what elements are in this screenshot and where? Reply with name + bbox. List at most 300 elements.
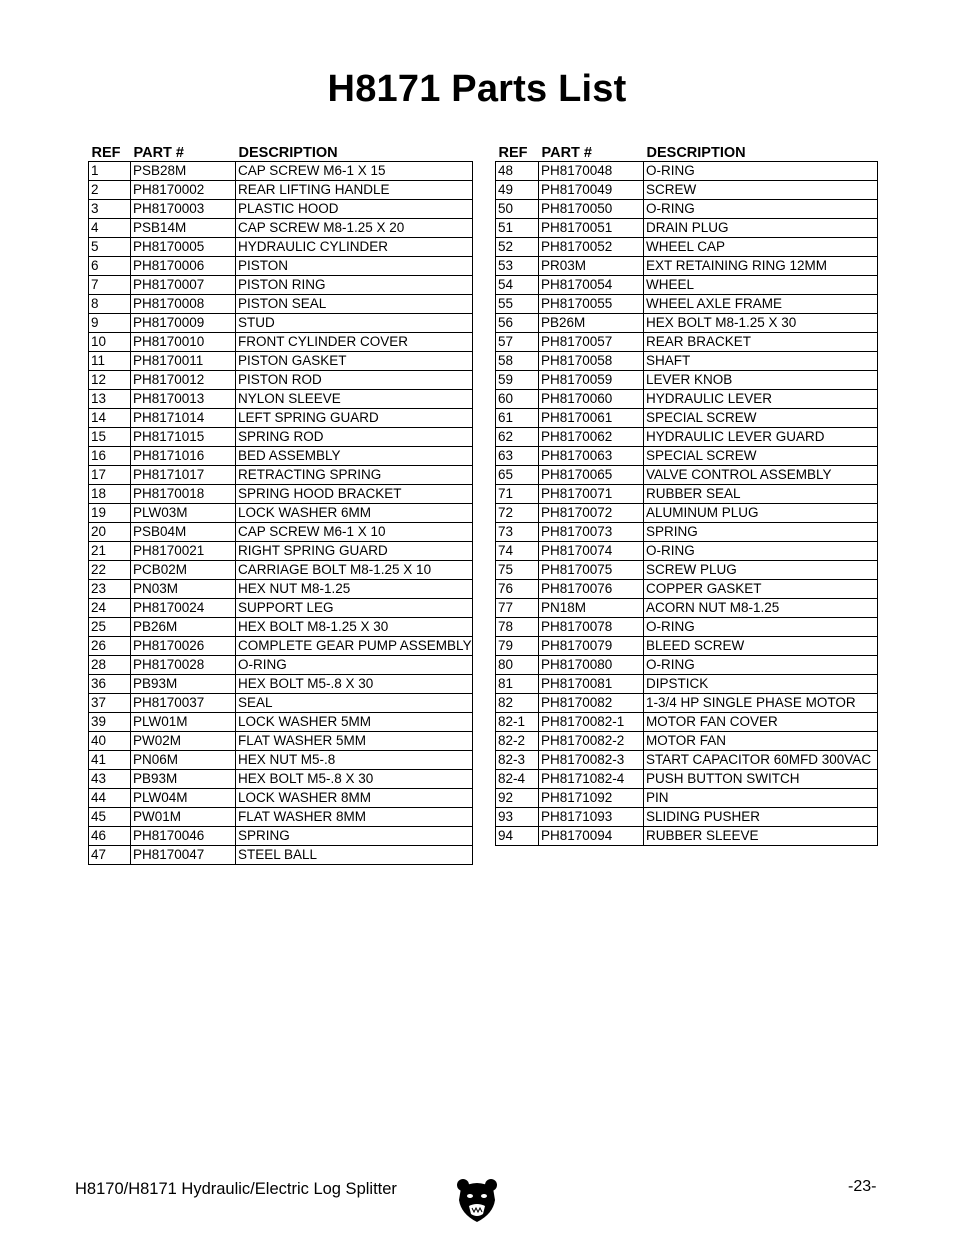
part-number-cell: PLW01M (131, 713, 236, 732)
ref-cell: 44 (89, 789, 131, 808)
table-row (496, 409, 878, 428)
ref-cell: 39 (89, 713, 131, 732)
table-row (89, 447, 473, 466)
ref-cell: 25 (89, 618, 131, 637)
table-row (89, 162, 473, 181)
description-cell: BED ASSEMBLY (236, 447, 473, 466)
description-cell: SPRING (236, 827, 473, 846)
table-row (496, 618, 878, 637)
part-number-cell: PH8170009 (131, 314, 236, 333)
ref-cell: 53 (496, 257, 539, 276)
part-number-cell: PH8170048 (539, 162, 644, 181)
part-number-cell: PN03M (131, 580, 236, 599)
ref-cell: 65 (496, 466, 539, 485)
ref-cell: 92 (496, 789, 539, 808)
table-row (89, 542, 473, 561)
ref-cell: 72 (496, 504, 539, 523)
table-row (89, 504, 473, 523)
ref-cell: 26 (89, 637, 131, 656)
table-row (496, 390, 878, 409)
part-number-cell: PH8170063 (539, 447, 644, 466)
description-cell: 1-3/4 HP SINGLE PHASE MOTOR (644, 694, 878, 713)
part-number-cell: PR03M (539, 257, 644, 276)
description-cell: STUD (236, 314, 473, 333)
ref-cell: 2 (89, 181, 131, 200)
table-row (89, 637, 473, 656)
description-cell: HEX BOLT M5-.8 X 30 (236, 675, 473, 694)
description-cell: O-RING (236, 656, 473, 675)
description-cell: CARRIAGE BOLT M8-1.25 X 10 (236, 561, 473, 580)
part-number-cell: PH8170008 (131, 295, 236, 314)
description-cell: RIGHT SPRING GUARD (236, 542, 473, 561)
description-cell: CAP SCREW M8-1.25 X 20 (236, 219, 473, 238)
table-row (89, 656, 473, 675)
ref-cell: 81 (496, 675, 539, 694)
ref-cell: 60 (496, 390, 539, 409)
ref-cell: 58 (496, 352, 539, 371)
description-cell: PISTON ROD (236, 371, 473, 390)
table-row (496, 789, 878, 808)
page-title: H8171 Parts List (327, 68, 627, 110)
ref-cell: 93 (496, 808, 539, 827)
part-number-cell: PW02M (131, 732, 236, 751)
ref-cell: 73 (496, 523, 539, 542)
description-cell: ACORN NUT M8-1.25 (644, 599, 878, 618)
parts-table-right-body (496, 162, 878, 846)
ref-cell: 12 (89, 371, 131, 390)
part-number-cell: PH8170081 (539, 675, 644, 694)
table-row (496, 371, 878, 390)
description-cell: PISTON GASKET (236, 352, 473, 371)
table-row (89, 713, 473, 732)
ref-cell: 9 (89, 314, 131, 333)
description-cell: O-RING (644, 200, 878, 219)
description-cell: MOTOR FAN COVER (644, 713, 878, 732)
table-row (496, 580, 878, 599)
ref-cell: 82-1 (496, 713, 539, 732)
table-row (496, 447, 878, 466)
table-row (496, 542, 878, 561)
ref-cell: 78 (496, 618, 539, 637)
table-row (496, 675, 878, 694)
part-number-cell: PH8170046 (131, 827, 236, 846)
ref-cell: 74 (496, 542, 539, 561)
ref-cell: 13 (89, 390, 131, 409)
ref-cell: 45 (89, 808, 131, 827)
ref-cell: 15 (89, 428, 131, 447)
description-cell: HEX NUT M5-.8 (236, 751, 473, 770)
part-number-cell: PH8171082-4 (539, 770, 644, 789)
ref-cell: 82-2 (496, 732, 539, 751)
ref-cell: 52 (496, 238, 539, 257)
ref-cell: 24 (89, 599, 131, 618)
table-row (89, 580, 473, 599)
description-cell: EXT RETAINING RING 12MM (644, 257, 878, 276)
ref-cell: 55 (496, 295, 539, 314)
ref-cell: 5 (89, 238, 131, 257)
description-cell: O-RING (644, 618, 878, 637)
table-row (496, 504, 878, 523)
table-row (89, 599, 473, 618)
description-cell: O-RING (644, 542, 878, 561)
description-cell: LEVER KNOB (644, 371, 878, 390)
description-cell: FLAT WASHER 8MM (236, 808, 473, 827)
table-row (89, 409, 473, 428)
description-cell: LOCK WASHER 5MM (236, 713, 473, 732)
ref-cell: 19 (89, 504, 131, 523)
table-row (89, 827, 473, 846)
ref-cell: 23 (89, 580, 131, 599)
header-ref: REF (498, 145, 528, 161)
part-number-cell: PH8170073 (539, 523, 644, 542)
ref-cell: 56 (496, 314, 539, 333)
ref-cell: 75 (496, 561, 539, 580)
ref-cell: 94 (496, 827, 539, 846)
ref-cell: 36 (89, 675, 131, 694)
table-row (496, 523, 878, 542)
description-cell: RETRACTING SPRING (236, 466, 473, 485)
ref-cell: 11 (89, 352, 131, 371)
part-number-cell: PW01M (131, 808, 236, 827)
table-row (496, 238, 878, 257)
description-cell: PLASTIC HOOD (236, 200, 473, 219)
description-cell: SCREW PLUG (644, 561, 878, 580)
part-number-cell: PH8170082 (539, 694, 644, 713)
table-row (89, 371, 473, 390)
description-cell: PUSH BUTTON SWITCH (644, 770, 878, 789)
part-number-cell: PH8170047 (131, 846, 236, 865)
table-row (89, 694, 473, 713)
description-cell: FRONT CYLINDER COVER (236, 333, 473, 352)
table-row (89, 485, 473, 504)
description-cell: START CAPACITOR 60MFD 300VAC (644, 751, 878, 770)
part-number-cell: PH8171014 (131, 409, 236, 428)
description-cell: STEEL BALL (236, 846, 473, 865)
part-number-cell: PH8170074 (539, 542, 644, 561)
table-row (89, 219, 473, 238)
table-row (89, 751, 473, 770)
description-cell: PISTON SEAL (236, 295, 473, 314)
description-cell: WHEEL AXLE FRAME (644, 295, 878, 314)
ref-cell: 8 (89, 295, 131, 314)
table-row (89, 466, 473, 485)
ref-cell: 46 (89, 827, 131, 846)
table-row (496, 656, 878, 675)
part-number-cell: PLW04M (131, 789, 236, 808)
description-cell: SPRING ROD (236, 428, 473, 447)
header-part: PART # (133, 145, 184, 161)
part-number-cell: PB26M (539, 314, 644, 333)
table-row (496, 295, 878, 314)
description-cell: RUBBER SEAL (644, 485, 878, 504)
table-row (89, 770, 473, 789)
part-number-cell: PH8170013 (131, 390, 236, 409)
header-ref: REF (91, 145, 121, 161)
part-number-cell: PH8170059 (539, 371, 644, 390)
part-number-cell: PH8170026 (131, 637, 236, 656)
ref-cell: 7 (89, 276, 131, 295)
description-cell: SPECIAL SCREW (644, 447, 878, 466)
table-row (496, 485, 878, 504)
ref-cell: 79 (496, 637, 539, 656)
description-cell: HEX BOLT M8-1.25 X 30 (236, 618, 473, 637)
part-number-cell: PH8170057 (539, 333, 644, 352)
table-row (89, 181, 473, 200)
part-number-cell: PN06M (131, 751, 236, 770)
table-row (496, 162, 878, 181)
table-row (496, 352, 878, 371)
part-number-cell: PH8170062 (539, 428, 644, 447)
part-number-cell: PH8170051 (539, 219, 644, 238)
ref-cell: 51 (496, 219, 539, 238)
table-row (496, 599, 878, 618)
description-cell: CAP SCREW M6-1 X 10 (236, 523, 473, 542)
description-cell: WHEEL (644, 276, 878, 295)
part-number-cell: PH8170055 (539, 295, 644, 314)
part-number-cell: PH8170080 (539, 656, 644, 675)
part-number-cell: PH8170082-1 (539, 713, 644, 732)
description-cell: REAR LIFTING HANDLE (236, 181, 473, 200)
ref-cell: 3 (89, 200, 131, 219)
description-cell: PISTON (236, 257, 473, 276)
ref-cell: 20 (89, 523, 131, 542)
description-cell: HEX BOLT M8-1.25 X 30 (644, 314, 878, 333)
parts-table-left-body (89, 162, 473, 865)
part-number-cell: PSB14M (131, 219, 236, 238)
description-cell: HEX BOLT M5-.8 X 30 (236, 770, 473, 789)
manual-title: H8170/H8171 Hydraulic/Electric Log Splitter (75, 1180, 397, 1198)
ref-cell: 49 (496, 181, 539, 200)
description-cell: LOCK WASHER 6MM (236, 504, 473, 523)
part-number-cell: PH8170072 (539, 504, 644, 523)
description-cell: O-RING (644, 162, 878, 181)
part-number-cell: PH8170058 (539, 352, 644, 371)
table-row (89, 675, 473, 694)
description-cell: HYDRAULIC LEVER GUARD (644, 428, 878, 447)
ref-cell: 54 (496, 276, 539, 295)
table-row (496, 713, 878, 732)
table-row (89, 618, 473, 637)
table-row (89, 238, 473, 257)
table-row (89, 390, 473, 409)
part-number-cell: PH8170011 (131, 352, 236, 371)
part-number-cell: PH8170018 (131, 485, 236, 504)
page-number: -23- (848, 1178, 877, 1195)
ref-cell: 16 (89, 447, 131, 466)
part-number-cell: PH8170003 (131, 200, 236, 219)
description-cell: HEX NUT M8-1.25 (236, 580, 473, 599)
description-cell: COMPLETE GEAR PUMP ASSEMBLY (236, 637, 473, 656)
ref-cell: 43 (89, 770, 131, 789)
part-number-cell: PLW03M (131, 504, 236, 523)
description-cell: BLEED SCREW (644, 637, 878, 656)
description-cell: LEFT SPRING GUARD (236, 409, 473, 428)
description-cell: WHEEL CAP (644, 238, 878, 257)
part-number-cell: PH8170028 (131, 656, 236, 675)
table-row (496, 637, 878, 656)
description-cell: SPRING HOOD BRACKET (236, 485, 473, 504)
part-number-cell: PH8171017 (131, 466, 236, 485)
ref-cell: 77 (496, 599, 539, 618)
description-cell: SEAL (236, 694, 473, 713)
description-cell: VALVE CONTROL ASSEMBLY (644, 466, 878, 485)
ref-cell: 59 (496, 371, 539, 390)
table-row (89, 428, 473, 447)
table-row (496, 276, 878, 295)
description-cell: HYDRAULIC LEVER (644, 390, 878, 409)
description-cell: SUPPORT LEG (236, 599, 473, 618)
description-cell: DIPSTICK (644, 675, 878, 694)
table-row (89, 561, 473, 580)
description-cell: PISTON RING (236, 276, 473, 295)
bear-head-logo-icon (455, 1176, 499, 1224)
table-row (89, 200, 473, 219)
ref-cell: 41 (89, 751, 131, 770)
description-cell: DRAIN PLUG (644, 219, 878, 238)
table-row (89, 352, 473, 371)
table-row (89, 276, 473, 295)
part-number-cell: PH8171015 (131, 428, 236, 447)
part-number-cell: PH8170012 (131, 371, 236, 390)
part-number-cell: PH8170006 (131, 257, 236, 276)
part-number-cell: PH8170082-2 (539, 732, 644, 751)
part-number-cell: PH8170094 (539, 827, 644, 846)
table-row (496, 219, 878, 238)
table-row (496, 808, 878, 827)
description-cell: COPPER GASKET (644, 580, 878, 599)
ref-cell: 28 (89, 656, 131, 675)
description-cell: SHAFT (644, 352, 878, 371)
part-number-cell: PH8170078 (539, 618, 644, 637)
ref-cell: 17 (89, 466, 131, 485)
part-number-cell: PH8171093 (539, 808, 644, 827)
table-row (496, 333, 878, 352)
part-number-cell: PH8171016 (131, 447, 236, 466)
part-number-cell: PH8170037 (131, 694, 236, 713)
description-cell: FLAT WASHER 5MM (236, 732, 473, 751)
part-number-cell: PB93M (131, 675, 236, 694)
description-cell: HYDRAULIC CYLINDER (236, 238, 473, 257)
table-row (89, 523, 473, 542)
part-number-cell: PH8170060 (539, 390, 644, 409)
ref-cell: 61 (496, 409, 539, 428)
table-row (496, 827, 878, 846)
description-cell: NYLON SLEEVE (236, 390, 473, 409)
part-number-cell: PB26M (131, 618, 236, 637)
ref-cell: 48 (496, 162, 539, 181)
part-number-cell: PSB28M (131, 162, 236, 181)
ref-cell: 71 (496, 485, 539, 504)
description-cell: RUBBER SLEEVE (644, 827, 878, 846)
ref-cell: 21 (89, 542, 131, 561)
part-number-cell: PB93M (131, 770, 236, 789)
table-header (496, 140, 878, 162)
table-row (89, 846, 473, 865)
description-cell: LOCK WASHER 8MM (236, 789, 473, 808)
ref-cell: 47 (89, 846, 131, 865)
ref-cell: 40 (89, 732, 131, 751)
table-row (496, 770, 878, 789)
ref-cell: 10 (89, 333, 131, 352)
table-row (496, 428, 878, 447)
table-header (89, 140, 473, 162)
part-number-cell: PH8170082-3 (539, 751, 644, 770)
table-row (89, 732, 473, 751)
description-cell: REAR BRACKET (644, 333, 878, 352)
header-part: PART # (541, 145, 592, 161)
parts-table-left (88, 140, 473, 865)
part-number-cell: PH8170007 (131, 276, 236, 295)
part-number-cell: PH8170054 (539, 276, 644, 295)
part-number-cell: PH8170079 (539, 637, 644, 656)
ref-cell: 57 (496, 333, 539, 352)
ref-cell: 63 (496, 447, 539, 466)
parts-table-right (495, 140, 878, 846)
description-cell: ALUMINUM PLUG (644, 504, 878, 523)
ref-cell: 82 (496, 694, 539, 713)
ref-cell: 22 (89, 561, 131, 580)
description-cell: MOTOR FAN (644, 732, 878, 751)
header-description: DESCRIPTION (646, 145, 746, 161)
ref-cell: 18 (89, 485, 131, 504)
table-row (496, 561, 878, 580)
ref-cell: 14 (89, 409, 131, 428)
description-cell: CAP SCREW M6-1 X 15 (236, 162, 473, 181)
part-number-cell: PH8170002 (131, 181, 236, 200)
table-row (89, 333, 473, 352)
description-cell: SPRING (644, 523, 878, 542)
part-number-cell: PH8170076 (539, 580, 644, 599)
part-number-cell: PH8170021 (131, 542, 236, 561)
ref-cell: 37 (89, 694, 131, 713)
description-cell: SCREW (644, 181, 878, 200)
table-row (89, 314, 473, 333)
part-number-cell: PH8170024 (131, 599, 236, 618)
ref-cell: 6 (89, 257, 131, 276)
description-cell: SPECIAL SCREW (644, 409, 878, 428)
part-number-cell: PH8170065 (539, 466, 644, 485)
description-cell: PIN (644, 789, 878, 808)
ref-cell: 82-3 (496, 751, 539, 770)
table-row (496, 257, 878, 276)
table-row (89, 808, 473, 827)
ref-cell: 62 (496, 428, 539, 447)
part-number-cell: PH8170071 (539, 485, 644, 504)
table-row (496, 466, 878, 485)
description-cell: SLIDING PUSHER (644, 808, 878, 827)
description-cell: O-RING (644, 656, 878, 675)
header-description: DESCRIPTION (238, 145, 338, 161)
ref-cell: 82-4 (496, 770, 539, 789)
part-number-cell: PH8170049 (539, 181, 644, 200)
table-row (89, 257, 473, 276)
part-number-cell: PH8171092 (539, 789, 644, 808)
part-number-cell: PSB04M (131, 523, 236, 542)
table-row (496, 181, 878, 200)
part-number-cell: PH8170061 (539, 409, 644, 428)
part-number-cell: PH8170050 (539, 200, 644, 219)
ref-cell: 80 (496, 656, 539, 675)
part-number-cell: PH8170052 (539, 238, 644, 257)
ref-cell: 4 (89, 219, 131, 238)
table-row (496, 694, 878, 713)
table-row (496, 751, 878, 770)
part-number-cell: PH8170010 (131, 333, 236, 352)
part-number-cell: PN18M (539, 599, 644, 618)
ref-cell: 1 (89, 162, 131, 181)
part-number-cell: PH8170075 (539, 561, 644, 580)
table-row (89, 295, 473, 314)
